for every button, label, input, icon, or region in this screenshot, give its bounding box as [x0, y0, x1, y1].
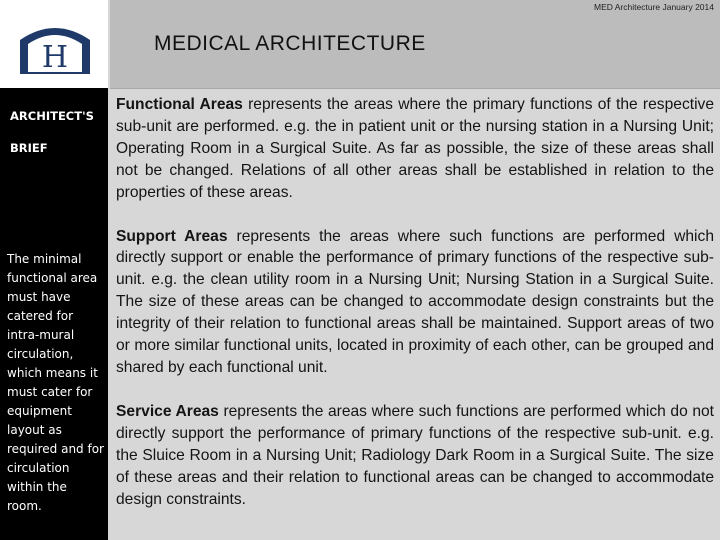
running-head: MED Architecture January 2014 [593, 2, 714, 12]
text-service-areas: represents the areas where such functions are performed which do not directly support the performance of primary functions of the respective sub-unit. e.g. the Sluice Room in a Nursing Unit; Radiology Dark Room in a Surgical Suite. The size of these areas and their relation to functional areas can be changed to accommodate design constraints. [116, 402, 715, 508]
sidebar-note: The minimal functional area must have catered for intra-mural circulation, which means it must cater for equipment layout as required and for circulation within the room. [7, 252, 104, 513]
term-functional-areas: Functional Areas [116, 96, 243, 113]
paragraph-support-areas [116, 226, 714, 379]
term-service-areas: Service Areas [116, 402, 219, 420]
page-title: MEDICAL ARCHITECTURE [154, 32, 426, 55]
brief-line-2: BRIEF [10, 141, 48, 155]
logo-box [0, 0, 108, 88]
paragraph-functional-areas [116, 94, 714, 204]
brief-line-1: ARCHITECT'S [10, 109, 94, 123]
logo-letter: H [41, 40, 69, 74]
term-support-areas: Support Areas [116, 227, 228, 245]
body-content [116, 94, 714, 532]
header-band [110, 0, 720, 89]
text-support-areas: represents the areas where such functions are performed which directly support or enable the performance of primary functions of the respective sub-unit. e.g. the clean utility room in a Nursing Unit; Nursing Station in a Surgical Suite. The size of these areas can be changed to accommodate design constraints but the integrity of their relation to functional areas shall be maintained. Support areas of two or more similar functional units, located in proximity of each other, can be grouped and shared by each functional unit. [116, 227, 714, 376]
architects-brief-label [10, 100, 106, 164]
paragraph-service-areas [116, 401, 714, 511]
text-functional-areas: represents the areas where the primary functions of the respective sub-unit are performed. e.g. the in patient unit or the nursing station in a Nursing Unit; Operating Room in a Surgical Suite. As far as possible, the size of these areas shall not be changed. Relations of all other areas shall be established in relation to the properties of these areas. [116, 96, 715, 201]
left-sidebar [0, 0, 108, 540]
hospital-h-logo [18, 22, 92, 74]
